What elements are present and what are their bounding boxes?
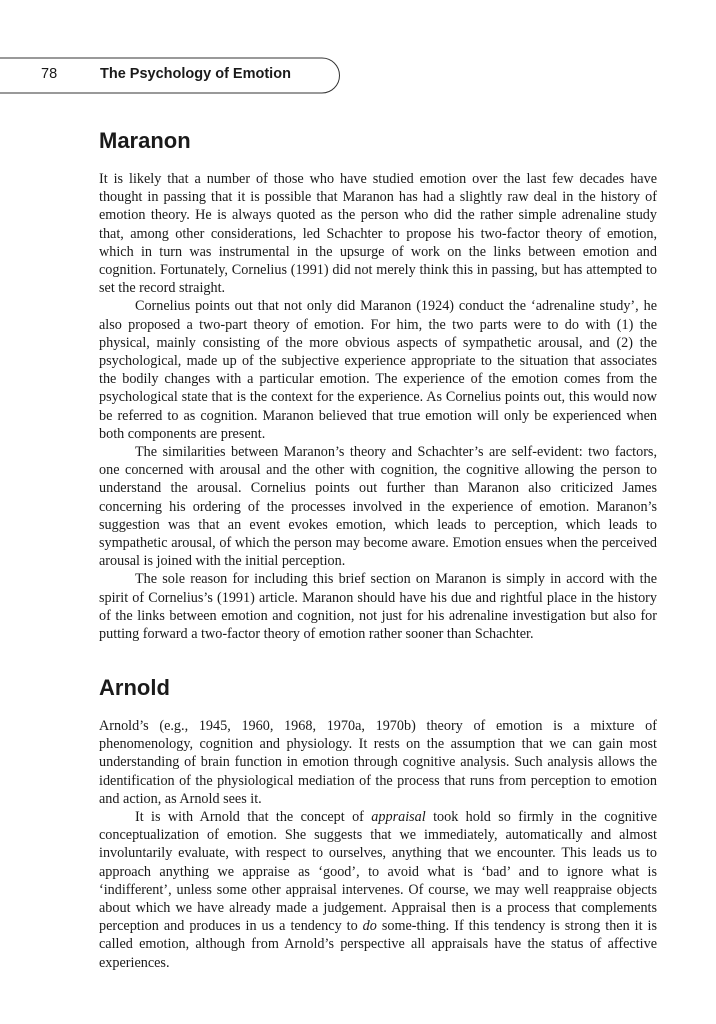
section-arnold xyxy=(99,673,657,972)
page-number: 78 xyxy=(41,66,58,82)
paragraph: The sole reason for including this brief section on Maranon is simply in accord with the spirit of Cornelius’s (1991) article. Maranon should have his due and rightful place in the history of the links between emotion and cognition, not just for his adrenaline investigation but also for putting forward a two-factor theory of emotion rather sooner than Schachter. xyxy=(99,571,657,643)
text-run: some-thing. If this tendency is strong then it is called emotion, although from Arnold’s perspective all appraisals have the status of affective experiences. xyxy=(99,918,657,971)
text-run: took hold so firmly in the cognitive conceptualization of emotion. She suggests that we immediately, automatically and almost involuntarily evaluate, with respect to ourselves, anything that we encounter. This leads us to approach anything we appraise as ‘good’, to avoid what is ‘bad’ and to ignore what is ‘indifferent’, unless some other appraisal intervenes. Of course, we may well reappraise objects about which we have already made a judgement. Appraisal then is a process that complements perception and produces in us a tendency to xyxy=(99,809,657,935)
section-maranon xyxy=(99,126,657,643)
text-run: It is with Arnold that the concept of xyxy=(135,809,372,826)
italic-term-appraisal: appraisal xyxy=(371,809,426,826)
section-heading-maranon: Maranon xyxy=(99,128,191,153)
paragraph: The similarities between Maranon’s theory and Schachter’s are self-evident: two factors, one concerned with arousal and the other with cognition, the cognitive allowing the person to understand the arousal. Cornelius points out further than Maranon also criticized James concerning his ordering of the processes involved in the experience of emotion. Maranon’s suggestion was that an event evokes emotion, which leads to perception, which leads to sympathetic arousal, of which the person may become aware. Emotion ensues when the perceived arousal is joined with the initial perception. xyxy=(99,444,657,570)
section-heading-arnold: Arnold xyxy=(99,675,170,700)
section-body-maranon xyxy=(99,170,657,643)
italic-term-do: do xyxy=(362,918,377,935)
paragraph: Arnold’s (e.g., 1945, 1960, 1968, 1970a, 1970b) theory of emotion is a mixture of phenomenology, cognition and physiology. It rests on the assumption that we can gain most understanding of brain function in emotion through cognitive analysis. Such analysis allows the identification of the physiological mediation of the process that runs from perception to emotion and action, as Arnold sees it. xyxy=(99,718,657,807)
paragraph xyxy=(99,808,657,972)
running-header xyxy=(0,57,344,94)
paragraph: It is likely that a number of those who have studied emotion over the last few decades have thought in passing that it is possible that Maranon has had a slightly raw deal in the history of emotion theory. He is always quoted as the person who did the rather simple adrenaline study that, among other considerations, led Schachter to propose his two-factor theory of emotion, which in turn was instrumental in the upsurge of work on the links between emotion and cognition. Fortunately, Cornelius (1991) did not merely think this in passing, but has attempted to set the record straight. xyxy=(99,171,657,297)
section-body-arnold xyxy=(99,717,657,972)
running-title: The Psychology of Emotion xyxy=(100,66,291,82)
paragraph: Cornelius points out that not only did Maranon (1924) conduct the ‘adrenaline study’, he also proposed a two-part theory of emotion. For him, the two parts were to do with (1) the physical, mainly consisting of the more obvious aspects of sympathetic arousal, and (2) the psychological, made up of the subjective experience appropriate to the situation that associates the bodily changes with a particular emotion. The experience of the emotion comes from the psychological state that is the context for the experience. As Cornelius points out, this would now be referred to as cognition. Maranon believed that true emotion will only be experienced when both components are present. xyxy=(99,298,657,442)
